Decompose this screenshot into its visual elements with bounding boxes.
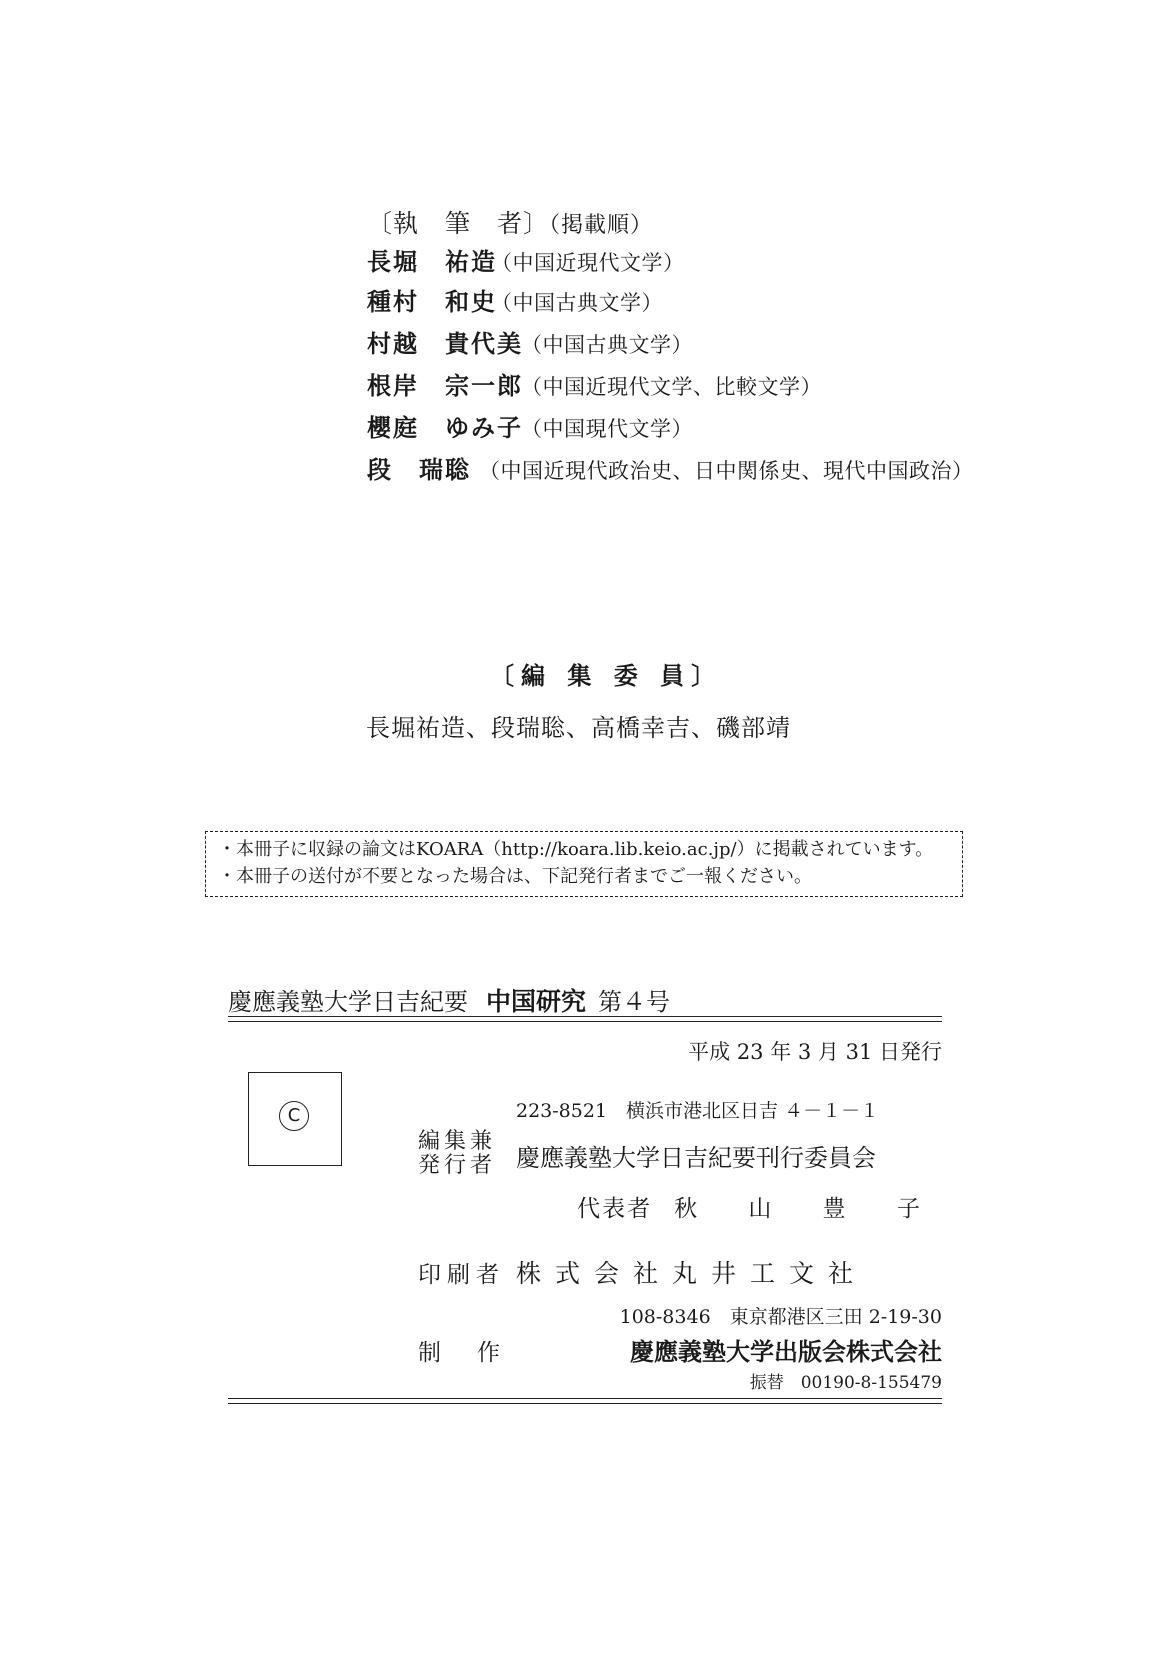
editor-address: 223-8521 横浜市港北区日吉 ４－１－１ [516, 1100, 880, 1122]
contributor-row [367, 412, 693, 444]
contributor-name: 種村 和史 [367, 287, 497, 316]
contributor-name: 櫻庭 ゆみ子 [367, 413, 523, 442]
copyright-icon: C [279, 1101, 309, 1131]
printer-name: 株式会社丸井工文社 [516, 1259, 868, 1288]
contributor-name: 根岸 宗一郎 [367, 371, 523, 400]
journal-name: 中国研究 [486, 987, 587, 1016]
notice-line: ・本冊子の送付が不要となった場合は、下記発行者までご一報ください。 [218, 866, 812, 887]
publisher-name: 慶應義塾大学日吉紀要刊行委員会 [516, 1144, 876, 1172]
contributor-row [367, 246, 685, 278]
printer-label: 印刷者 [418, 1262, 505, 1288]
representative-label: 代表者 [577, 1196, 653, 1222]
contributor-field: （中国古典文学） [521, 333, 693, 357]
contributor-row [367, 454, 974, 486]
contributor-field: （中国近現代文学） [491, 251, 685, 275]
representative-name: 秋 山 豊 子 [674, 1196, 942, 1222]
editorial-committee-members: 長堀祐造、段瑞聡、高橋幸吉、磯部靖 [366, 714, 791, 742]
contributors-header [367, 204, 653, 240]
contributors-header-label: 〔執 筆 者〕 [367, 209, 550, 238]
transfer-account: 振替 00190-8-155479 [749, 1373, 942, 1393]
contributor-field: （中国近現代政治史、日中関係史、現代中国政治） [479, 459, 974, 483]
representative [577, 1190, 942, 1223]
contributor-row [367, 328, 693, 360]
editorial-committee-title: 〔編 集 委 員〕 [490, 661, 723, 690]
notice-box [205, 831, 963, 897]
contributor-name: 村越 貴代美 [367, 329, 523, 358]
producer-label: 制作 [418, 1340, 536, 1366]
top-double-rule [228, 1016, 942, 1022]
contributor-field: （中国現代文学） [521, 417, 693, 441]
contributor-field: （中国古典文学） [491, 291, 663, 315]
contributor-field: （中国近現代文学、比較文学） [521, 375, 822, 399]
editor-label-line: 発行者 [418, 1153, 497, 1178]
editor-label-line: 編集兼 [418, 1129, 497, 1154]
copyright-box [248, 1072, 342, 1166]
publication-date: 平成 23 年 3 月 31 日発行 [688, 1040, 942, 1064]
producer-name: 慶應義塾大学出版会株式会社 [630, 1337, 942, 1366]
contributor-row [367, 370, 822, 402]
contributor-name: 長堀 祐造 [367, 247, 497, 276]
contributors-header-note: （掲載順） [549, 213, 654, 238]
editor-publisher-label [418, 1130, 498, 1178]
colophon-title [228, 982, 670, 1018]
producer-address: 108-8346 東京都港区三田 2-19-30 [619, 1306, 942, 1328]
contributor-name: 段 瑞聡 [367, 455, 471, 484]
series-name: 慶應義塾大学日吉紀要 [228, 988, 468, 1016]
bottom-double-rule [228, 1398, 942, 1404]
issue-number: 第４号 [598, 988, 671, 1016]
notice-line: ・本冊子に収録の論文はKOARA（http://koara.lib.keio.ac.jp/）に掲載されています。 [218, 839, 934, 860]
contributor-row [367, 286, 663, 318]
